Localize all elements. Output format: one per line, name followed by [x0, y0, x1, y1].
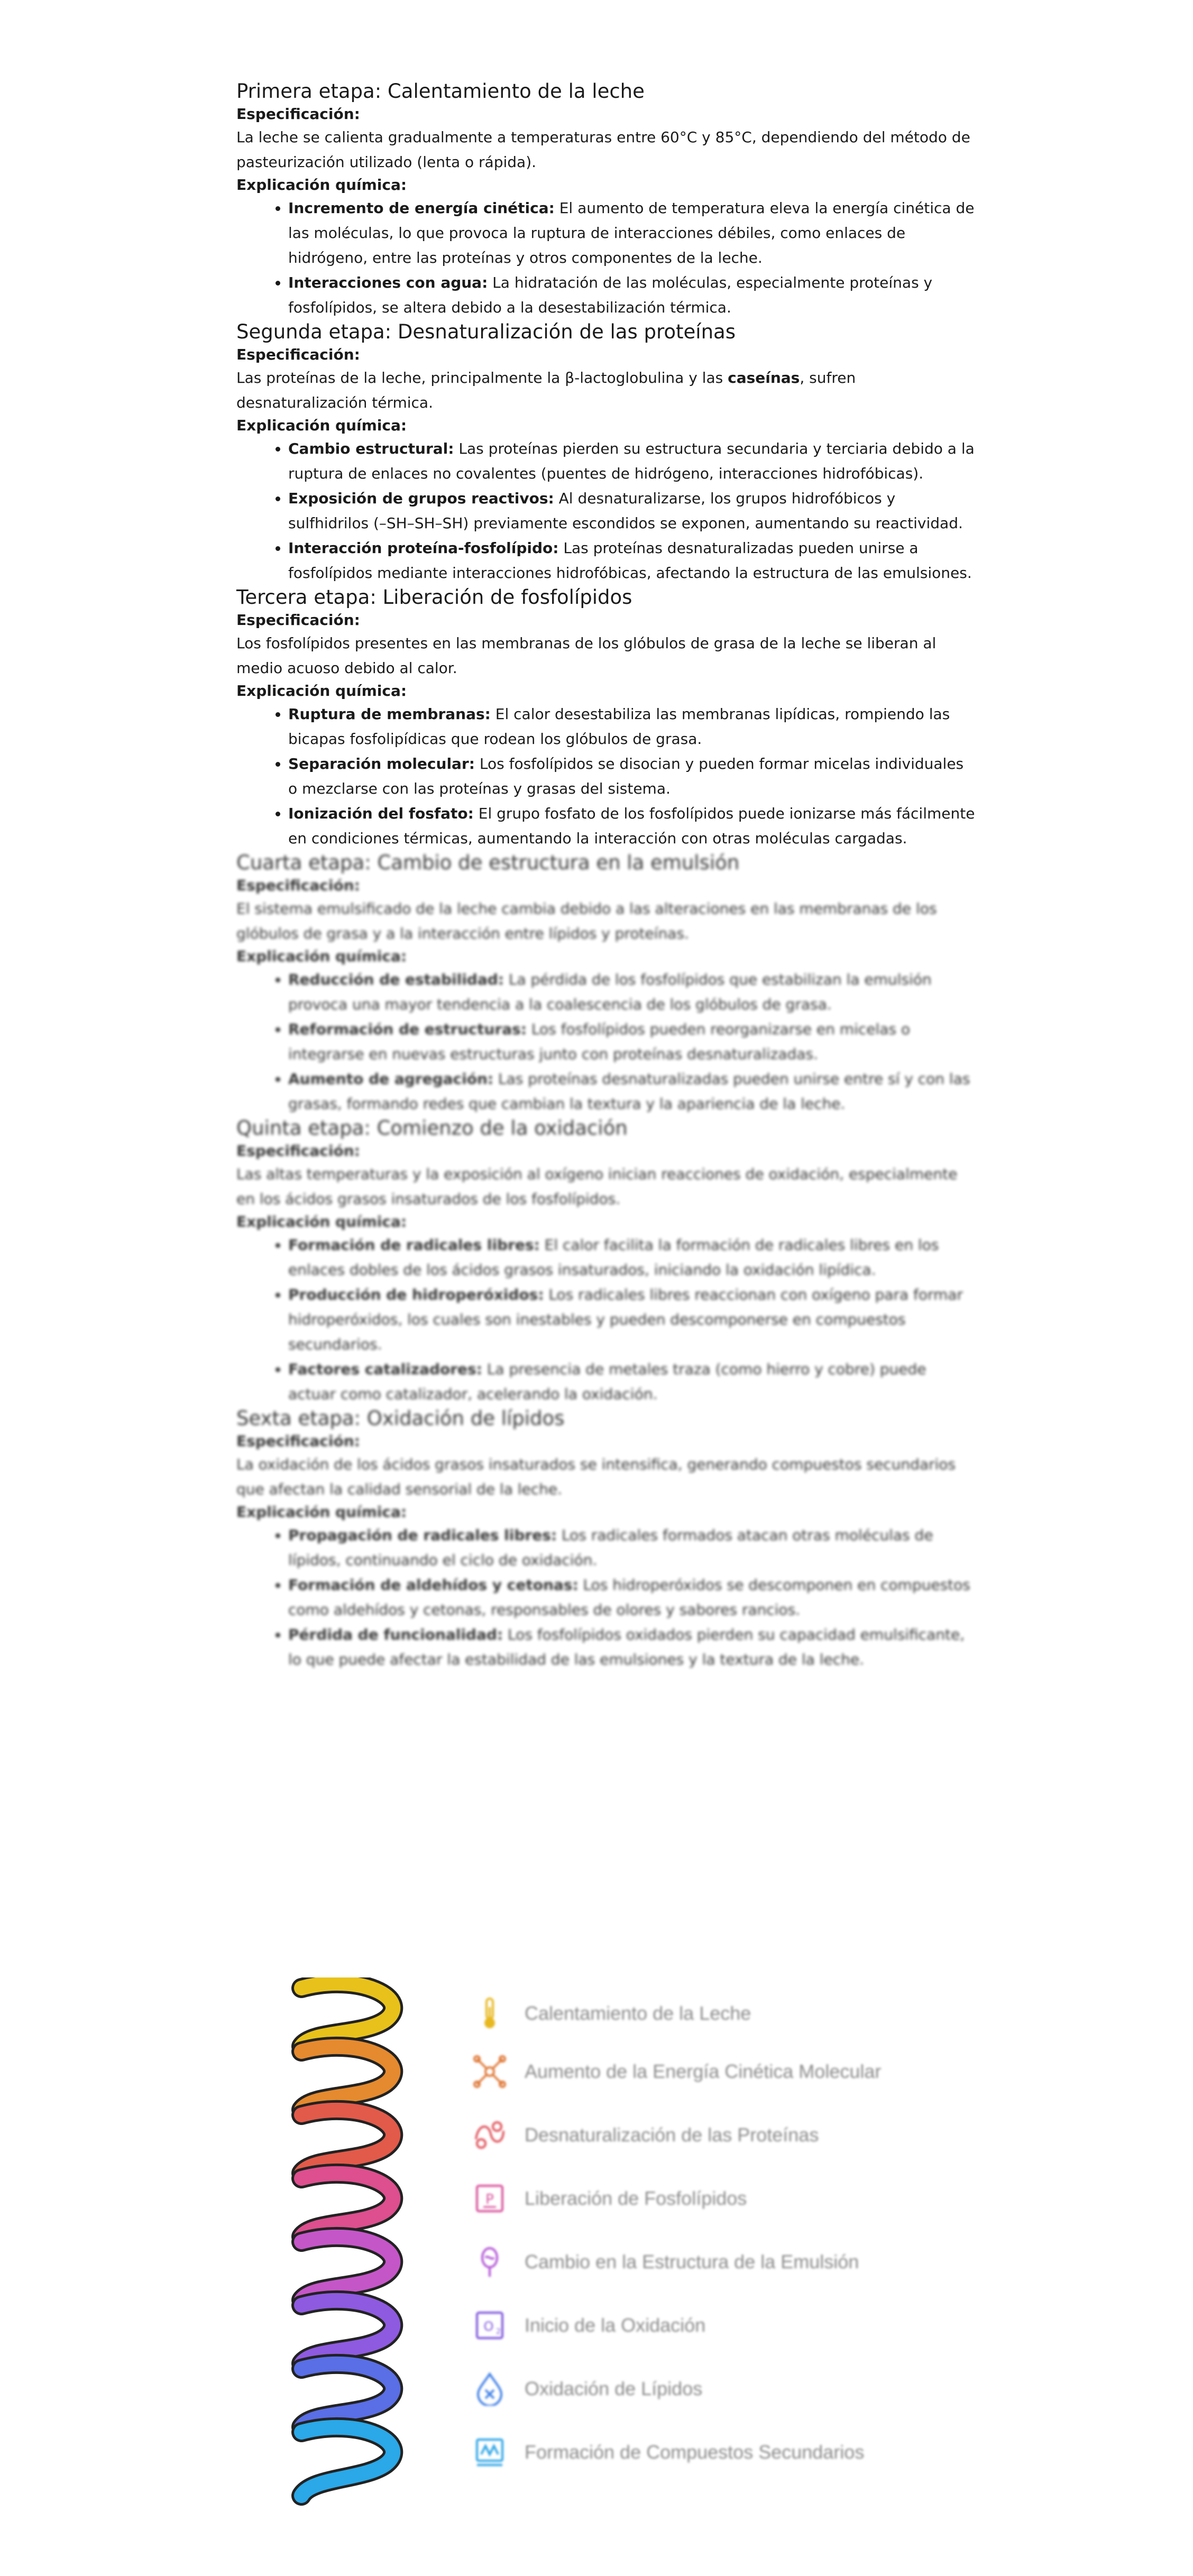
- stage-title: Tercera etapa: Liberación de fosfolípidos: [236, 586, 632, 609]
- bullet-text: El calor desestabiliza las membranas lipídicas, rompiendo las bicapas fosfolipídicas que rodean los glóbulos de grasa.: [288, 705, 950, 748]
- bullet-term: Pérdida de funcionalidad:: [288, 1626, 503, 1643]
- molecule-icon: [471, 2053, 509, 2091]
- spec-text: [236, 365, 977, 415]
- bullet-item: [288, 702, 977, 751]
- bullet-text: Las proteínas desnaturalizadas pueden unirse a fosfolípidos mediante interacciones hidrofóbicas, afectando la estructura de las emulsiones.: [288, 539, 972, 582]
- bullet-term: Formación de aldehídos y cetonas:: [288, 1576, 579, 1594]
- stage-5: [236, 1116, 977, 1406]
- bullet-list: [236, 436, 977, 585]
- bullet-term: Aumento de agregación:: [288, 1070, 494, 1088]
- legend-label: Oxidación de Lípidos: [525, 2378, 703, 2399]
- spec-text: La leche se calienta gradualmente a temperaturas entre 60°C y 85°C, dependiendo del método de pasteurización utilizado (lenta o rápida).: [236, 128, 970, 171]
- bullet-term: Factores catalizadores:: [288, 1360, 482, 1378]
- bullet-item: [288, 1232, 977, 1282]
- legend-label: Calentamiento de la Leche: [525, 2002, 751, 2024]
- svg-text:P: P: [485, 2192, 494, 2207]
- legend-label: Aumento de la Energía Cinética Molecular: [525, 2060, 882, 2082]
- bullet-text: El aumento de temperatura eleva la energía cinética de las moléculas, lo que provoca la ruptura de interacciones débiles, como enlaces de hidrógeno, entre las proteínas y otros componentes de la leche.: [288, 199, 975, 266]
- legend-item-kinetic: [471, 2053, 895, 2091]
- spec-text: Las altas temperaturas y la exposición al oxígeno inician reacciones de oxidación, especialmente en los ácidos grasos insaturados de los fosfolípidos.: [236, 1165, 958, 1208]
- spec-text: La oxidación de los ácidos grasos insaturados se intensifica, generando compuestos secundarios que afectan la calidad sensorial de la leche.: [236, 1456, 956, 1498]
- bullet-text: Los fosfolípidos pueden reorganizarse en micelas o integrarse en nuevas estructuras junto con proteínas desnaturalizadas.: [288, 1020, 911, 1063]
- legend-label: Cambio en la Estructura de la Emulsión: [525, 2251, 859, 2273]
- bullet-text: La hidratación de las moléculas, especialmente proteínas y fosfolípidos, se altera debido a la desestabilización térmica.: [288, 274, 933, 316]
- svg-text:2: 2: [496, 2327, 501, 2336]
- bullet-term: Reformación de estructuras:: [288, 1020, 527, 1038]
- emulsion-icon: [471, 2243, 509, 2281]
- stage-3: [236, 585, 977, 851]
- stage-title: Segunda etapa: Desnaturalización de las proteínas: [236, 320, 736, 343]
- chem-label: Explicación química:: [236, 176, 407, 194]
- legend-item-heating: [471, 1994, 895, 2032]
- bullet-text: La presencia de metales traza (como hierro y cobre) puede actuar como catalizador, acelerando la oxidación.: [288, 1360, 926, 1403]
- bullet-text: Los radicales libres reaccionan con oxígeno para formar hidroperóxidos, los cuales son inestables y pueden descomponerse en compuestos secundarios.: [288, 1286, 963, 1353]
- bullet-term: Cambio estructural:: [288, 440, 454, 457]
- bullet-item: [288, 1572, 977, 1622]
- spring-graphic: [280, 1977, 471, 2511]
- legend-item-oxidation-start: [471, 2306, 895, 2344]
- legend-item-lipid-oxidation: [471, 2370, 895, 2408]
- spec-label: Especificación:: [236, 1432, 360, 1450]
- chem-label: Explicación química:: [236, 1503, 407, 1521]
- bullet-text: La pérdida de los fosfolípidos que estabilizan la emulsión provoca una mayor tendencia a la coalescencia de los glóbulos de grasa.: [288, 971, 932, 1013]
- bullet-text: Las proteínas desnaturalizadas pueden unirse entre sí y con las grasas, formando redes que cambian la textura y la apariencia de la leche.: [288, 1070, 970, 1112]
- stage-6: [236, 1406, 977, 1672]
- drop-icon: [471, 2370, 509, 2408]
- phospholipid-icon: [471, 2179, 509, 2218]
- bullet-text: Los fosfolípidos se disocian y pueden formar micelas individuales o mezclarse con las proteínas y grasas del sistema.: [288, 755, 964, 797]
- process-infographic: [280, 1977, 968, 2511]
- svg-text:O: O: [483, 2319, 494, 2334]
- spec-text-post: , sufren desnaturalización térmica.: [236, 369, 856, 411]
- bullet-item: [288, 536, 977, 585]
- bullet-item: [288, 486, 977, 536]
- bullet-term: Exposición de grupos reactivos:: [288, 490, 554, 507]
- spec-text: El sistema emulsificado de la leche cambia debido a las alteraciones en las membranas de los glóbulos de grasa y a la interacción entre lípidos y proteínas.: [236, 900, 937, 942]
- legend-item-phospholipids: [471, 2179, 895, 2218]
- spec-label: Especificación:: [236, 346, 360, 363]
- bullet-term: Formación de radicales libres:: [288, 1236, 540, 1254]
- legend-label: Formación de Compuestos Secundarios: [525, 2441, 865, 2463]
- bullet-term: Reducción de estabilidad:: [288, 971, 504, 988]
- bullet-item: [288, 1282, 977, 1357]
- bullet-item: [288, 1357, 977, 1406]
- spec-label: Especificación:: [236, 611, 360, 629]
- chem-label: Explicación química:: [236, 947, 407, 965]
- bullet-term: Ruptura de membranas:: [288, 705, 491, 723]
- stage-title: Primera etapa: Calentamiento de la leche: [236, 80, 645, 103]
- legend-item-emulsion: [471, 2243, 895, 2281]
- bullet-term: Separación molecular:: [288, 755, 475, 772]
- stage-4: [236, 851, 977, 1116]
- legend-label: Liberación de Fosfolípidos: [525, 2187, 747, 2209]
- spec-label: Especificación:: [236, 105, 360, 123]
- bullet-term: Incremento de energía cinética:: [288, 199, 555, 217]
- bullet-list: [236, 702, 977, 851]
- bullet-item: [288, 270, 977, 320]
- bullet-item: [288, 1066, 977, 1116]
- bullet-item: [288, 967, 977, 1017]
- bullet-text: Los fosfolípidos oxidados pierden su capacidad emulsificante, lo que puede afectar la estabilidad de las emulsiones y la textura de la leche.: [288, 1626, 965, 1668]
- bullet-term: Interacción proteína-fosfolípido:: [288, 539, 559, 557]
- chem-label: Explicación química:: [236, 417, 407, 434]
- bullet-list: [236, 1232, 977, 1406]
- spec-text-pre: Las proteínas de la leche, principalmente la β-lactoglobulina y las: [236, 369, 728, 387]
- chem-label: Explicación química:: [236, 682, 407, 700]
- stage-2: [236, 320, 977, 585]
- legend-item-secondary-compounds: [471, 2433, 895, 2471]
- bullet-text: Los radicales formados atacan otras moléculas de lípidos, continuando el ciclo de oxidación.: [288, 1526, 933, 1569]
- compounds-icon: [471, 2433, 509, 2471]
- bullet-term: Propagación de radicales libres:: [288, 1526, 557, 1544]
- bullet-term: Producción de hidroperóxidos:: [288, 1286, 544, 1303]
- bullet-item: [288, 801, 977, 851]
- bullet-text: El calor facilita la formación de radicales libres en los enlaces dobles de los ácidos grasos insaturados, iniciando la oxidación lipídica.: [288, 1236, 939, 1278]
- stage-1: [236, 79, 977, 320]
- bullet-list: [236, 196, 977, 320]
- bullet-item: [288, 196, 977, 270]
- spec-text-bold: caseínas: [728, 369, 800, 387]
- article: [236, 79, 977, 1672]
- legend-item-denaturation: [471, 2116, 895, 2154]
- bullet-text: Las proteínas pierden su estructura secundaria y terciaria debido a la ruptura de enlaces no covalentes (puentes de hidrógeno, interacciones hidrofóbicas).: [288, 440, 975, 482]
- spec-label: Especificación:: [236, 1142, 360, 1160]
- spec-label: Especificación:: [236, 877, 360, 894]
- bullet-list: [236, 967, 977, 1116]
- stage-title: Sexta etapa: Oxidación de lípidos: [236, 1407, 565, 1430]
- oxygen-icon: [471, 2306, 509, 2344]
- spec-text: Los fosfolípidos presentes en las membranas de los glóbulos de grasa de la leche se liberan al medio acuoso debido al calor.: [236, 634, 937, 677]
- protein-icon: [471, 2116, 509, 2154]
- legend-label: Desnaturalización de las Proteínas: [525, 2124, 819, 2146]
- chem-label: Explicación química:: [236, 1213, 407, 1230]
- bullet-text: El grupo fosfato de los fosfolípidos puede ionizarse más fácilmente en condiciones térmicas, aumentando la interacción con otras moléculas cargadas.: [288, 805, 975, 847]
- infographic-legend: [471, 1977, 968, 2511]
- bullet-text: Al desnaturalizarse, los grupos hidrofóbicos y sulfhidrilos (–SH–SH–SH) previamente escondidos se exponen, aumentando su reactividad.: [288, 490, 963, 532]
- legend-label: Inicio de la Oxidación: [525, 2314, 706, 2336]
- bullet-term: Interacciones con agua:: [288, 274, 488, 291]
- bullet-item: [288, 436, 977, 486]
- bullet-item: [288, 1622, 977, 1672]
- stage-title: Cuarta etapa: Cambio de estructura en la emulsión: [236, 851, 740, 874]
- bullet-list: [236, 1523, 977, 1672]
- bullet-term: Ionización del fosfato:: [288, 805, 474, 822]
- bullet-item: [288, 1523, 977, 1572]
- thermometer-icon: [471, 1994, 509, 2032]
- bullet-item: [288, 751, 977, 801]
- bullet-item: [288, 1017, 977, 1066]
- stage-title: Quinta etapa: Comienzo de la oxidación: [236, 1117, 628, 1139]
- bullet-text: Los hidroperóxidos se descomponen en compuestos como aldehídos y cetonas, responsables de olores y sabores rancios.: [288, 1576, 970, 1618]
